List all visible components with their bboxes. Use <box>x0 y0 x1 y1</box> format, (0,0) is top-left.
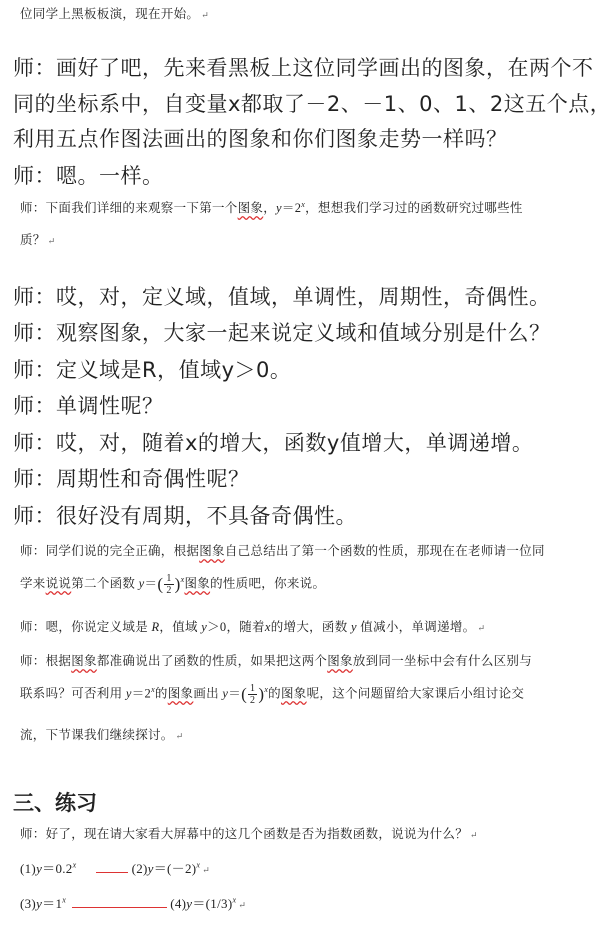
text-line: 师：嗯。一样。 <box>13 164 164 188</box>
exercise-row: $(1)y=0.2^x$ $(2)y=(-2)^x$ ↵ <box>20 860 211 876</box>
text-line: 流，下节课我们继续探讨。 ↵ <box>20 728 184 742</box>
fraction: $\frac{1}{2}$ <box>166 573 172 596</box>
text-line: 师：根据图象都准确说出了函数的性质，如果把这两个图象放到同一坐标中会有什么区别与 <box>20 654 533 668</box>
text-line: 师：周期性和奇偶性呢？ <box>13 467 250 491</box>
text-line: 利用五点作图法画出的图象和你们图象走势一样吗？ <box>13 127 508 151</box>
text-line: 同的坐标系中，自变量x都取了－2、－1、0、1、2这五个点， <box>13 92 612 116</box>
text-line: 质？ ↵ <box>20 233 56 247</box>
text-line: 师：观察图象，大家一起来说定义域和值域分别是什么？ <box>13 321 551 345</box>
text-line: 师：好了，现在请大家看大屏幕中的这几个函数是否为指数函数，说说为什么？ ↵ <box>20 827 478 841</box>
text-line: 师：哎，对，随着x的增大，函数y值增大，单调递增。 <box>13 431 534 455</box>
text-line: 师：定义域是R，值域y＞0。 <box>13 358 292 382</box>
text-line: 师：嗯，你说定义域是 R，值域 y＞0，随着x的增大，函数 y 值减小，单调递增。 ↵ <box>20 620 486 634</box>
text-line: 师：同学们说的完全正确，根据图象自己总结出了第一个函数的性质，那现在在老师请一位同 <box>20 544 545 558</box>
text-line: 师：画好了吧，先来看黑板上这位同学画出的图象，在两个不 <box>13 56 594 80</box>
text-line: 师：单调性呢？ <box>13 394 164 418</box>
text-line: 师：哎，对，定义域，值域，单调性，周期性，奇偶性。 <box>13 285 551 309</box>
exercise-row: $(3)y=1^x$ $(4)y=(1/3)^x$ ↵ <box>20 895 247 911</box>
answer-blank <box>72 895 167 908</box>
answer-blank <box>96 860 128 873</box>
fraction: $\frac{1}{2}$ <box>250 683 256 706</box>
text-line: 联系吗？可否利用 $y=2^x$的图象画出 y＝( $\frac{1}{2}$ )$^x$的图象呢，这个问题留给大家课后小组讨论交 <box>20 683 525 706</box>
text-line: 师：很好没有周期，不具备奇偶性。 <box>13 504 357 528</box>
text-line: 师：下面我们详细的来观察一下第一个图象，$y=2^x$，想想我们学习过的函数研究过哪些性 <box>20 199 523 215</box>
section-heading: 三、练习 <box>13 791 97 815</box>
text-line: 学来说说第二个函数 y＝( $\frac{1}{2}$ )$^x$图象的性质吧，你来说。 <box>20 573 326 596</box>
text-line: 位同学上黑板板演，现在开始。 ↵ <box>20 7 210 21</box>
